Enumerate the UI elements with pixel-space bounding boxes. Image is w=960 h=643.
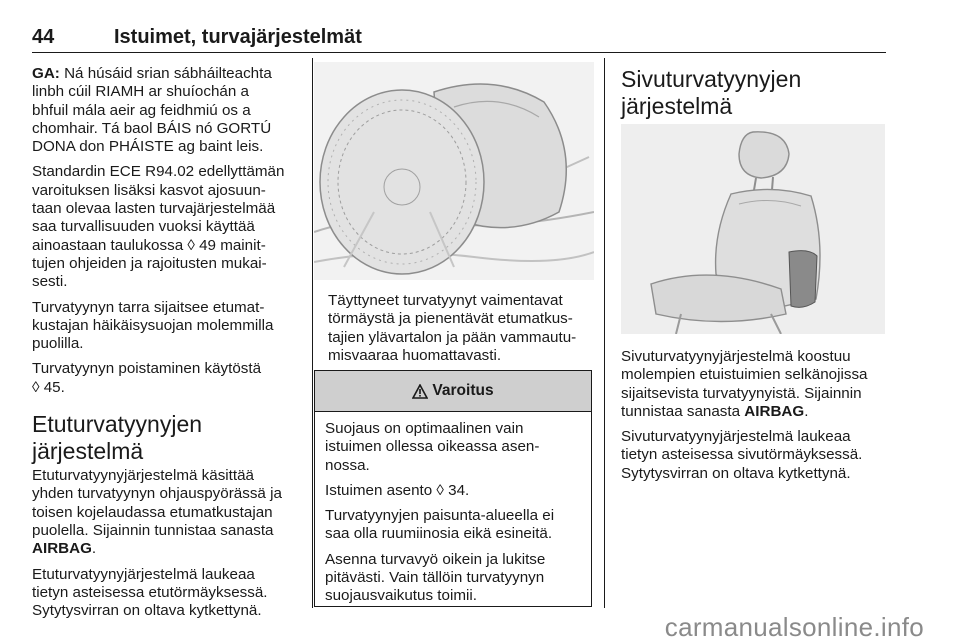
column-divider: [604, 58, 605, 608]
side-airbag-heading-block: [621, 66, 886, 120]
warning-header: [315, 371, 591, 412]
page-header: [32, 22, 886, 53]
section-heading-side-airbags: Sivuturvatyynyjen järjestelmä: [621, 66, 802, 119]
standard-paragraph: Standardin ECE R94.02 edellyttämän varoituksen lisäksi kasvot ajosuun- taan olevaa lasten turvajärjestelmää saa turvallisuuden vuoksi käyttää ainoastaan taulukossa ◊ 49 mainit- tujen ohjeiden ja rajoitusten mukai- sesti.: [32, 163, 285, 291]
front-airbags-illustration: [314, 62, 594, 280]
side-airbag-deploy-paragraph: Sivuturvatyynyjärjestelmä laukeaa tietyn asteisessa sivutörmäyksessä. Sytytysvirran on oltava kytkettynä.: [621, 428, 863, 482]
watermark: carmanualsonline.info: [664, 612, 924, 642]
warning-title: Varoitus: [432, 382, 494, 399]
column-divider: [312, 58, 313, 608]
deactivation-reference: Turvatyynyn poistaminen käytöstä ◊ 45.: [32, 360, 262, 396]
column-left: [32, 65, 302, 627]
figure-caption: Täyttyneet turvatyynyt vaimentavat törmäystä ja pienentävät etumatkus- tajien ylävartalon ja pään vammautu- misvaaraa huomattavasti.: [328, 292, 577, 364]
label-location-paragraph: Turvatyynyn tarra sijaitsee etumat- kustajan häikäisysuojan molemmilla puolilla.: [32, 298, 274, 353]
irish-warning-paragraph: GA: Ná húsáid srian sábháilteachta linbh cúil RIAMH ar shuíochán a bhfuil mála aeir ag feidhmiú os a chomhair. Tá baol BÁIS nó GORTÚ DONA don PHÁISTE ag baint leis.: [32, 65, 272, 156]
side-airbag-seat-illustration: [621, 124, 885, 334]
section-heading-front-airbags: Etuturvatyynyjen järjestelmä: [32, 411, 203, 465]
page-number: 44: [32, 26, 55, 48]
front-airbag-paragraph: Etuturvatyynyjärjestelmä käsittää yhden turvatyynyn ohjauspyörässä ja toisen kojelaudassa etumatkustajan puolella. Sijainnin tunnistaa sanasta AIRBAG.: [32, 467, 282, 558]
warning-content: Suojaus on optimaalinen vain istuimen ollessa oikeassa asen- nossa. Istuimen asento ◊ 34. Turvatyynyjen paisunta-alueella ei saa olla ruumiinosia eikä esineitä. Asenna turvavyö oikein ja lukitse pitävästi. Vain tällöin turvatyynyn suojausvaikutus toimii.: [325, 420, 555, 605]
warning-triangle-icon: [412, 384, 428, 399]
page-title: Istuimet, turvajärjestelmät: [114, 26, 362, 48]
column-right: [621, 348, 891, 490]
side-airbag-paragraph: Sivuturvatyynyjärjestelmä koostuu molempien etuistuimien selkänojissa sijaitsevista turvatyynyistä. Sijainnin tunnistaa sanasta AIRBAG.: [621, 348, 868, 420]
front-airbag-deploy-paragraph: Etuturvatyynyjärjestelmä laukeaa tietyn asteisessa etutörmäyksessä. Sytytysvirran on oltava kytkettynä.: [32, 565, 268, 620]
warning-box: [314, 370, 592, 607]
